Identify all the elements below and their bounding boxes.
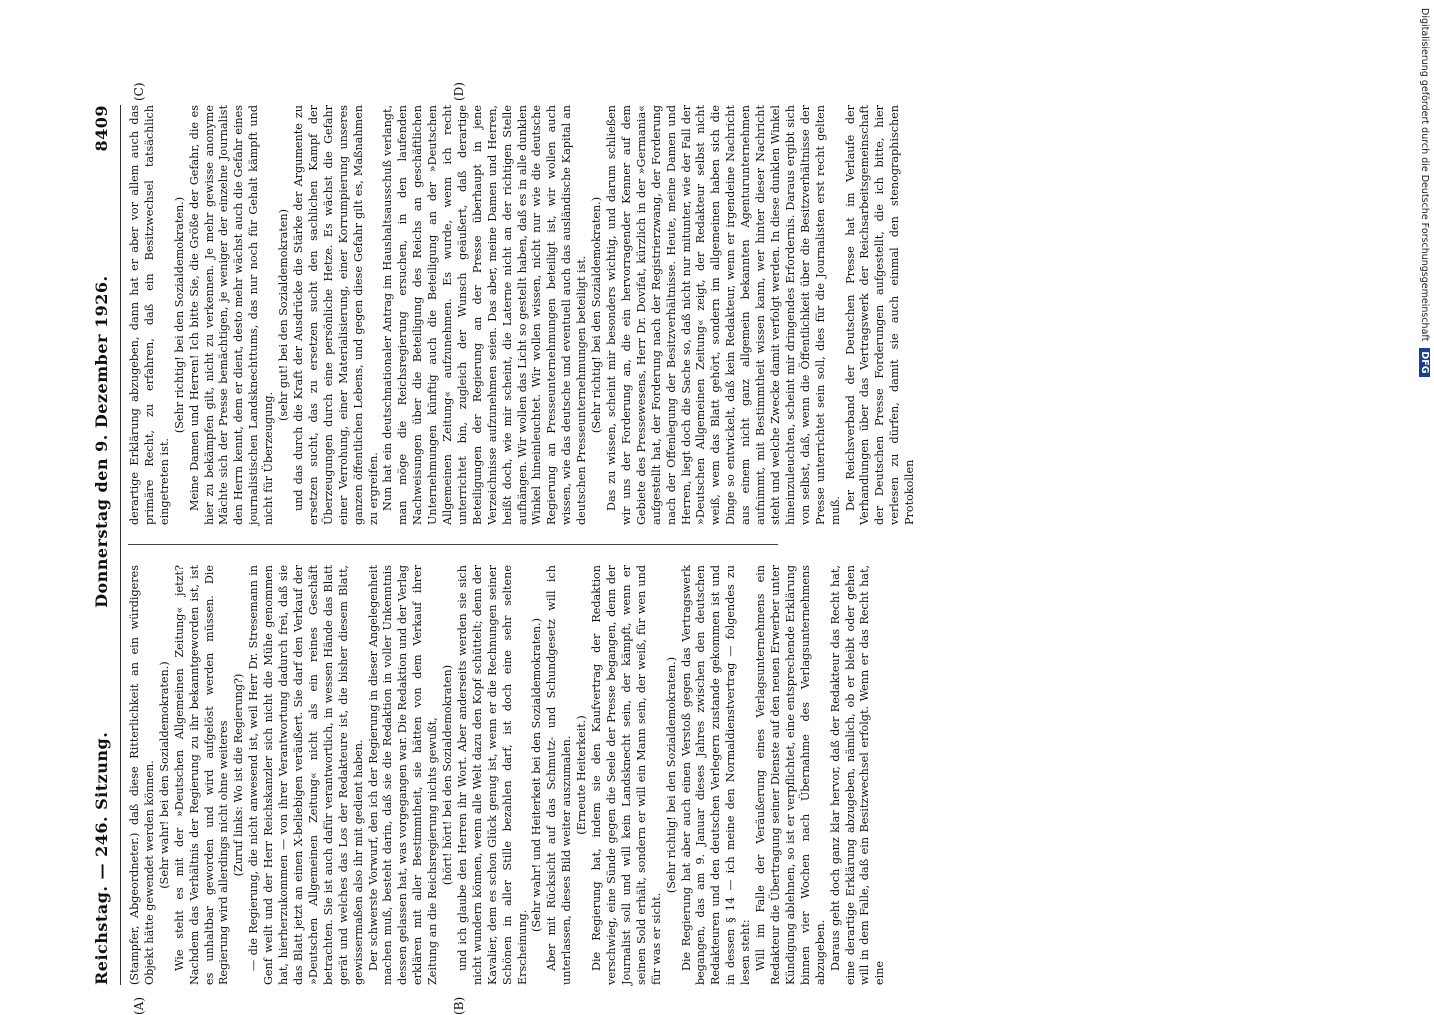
left-column — [128, 564, 887, 985]
interjection: (Sehr richtig! bei den Sozialdemokraten.) — [590, 196, 604, 434]
margin-mark-c: (C) — [132, 82, 146, 101]
digitization-credit — [1420, 8, 1430, 988]
paragraph: Das zu wissen, scheint mir besonders wichtig, und darum schließen wir uns der Forderung an, die ein hervorragender Kenner auf dem Gebiete des Pressewesens, Herr Dr. Dovifat, kürzlich in der »Germania« aufgestellt hat, der Forderung nach der Registrierzwang, der Forderung nach der Offenlegung der Besitzverhältnisse. Heute, meine Damen und Herren, liegt doch die Sache so, daß nicht nur mitunter, wie der Fall der »Deutschen Allgemeinen Zeitung« zeigt, der Redakteur selbst nicht weiß, wem das Blatt gehört, sondern im allgemeinen haben sich die Dinge so entwickelt, daß kein Redakteur, wenn er irgendeine Nachricht aus einem nicht ganz allgemein bekannten Agenturunternehmen aufnimmt, mit Bestimmtheit wissen kann, wer hinter dieser Nachricht steht und welche Zwecke damit verfolgt werden. In diese dunklen Winkel hineinzuleuchten, scheint mir dringendes Erfordernis. Daraus ergibt sich von selbst, daß, wenn die Öffentlichkeit über die Besitzverhältnisse der Presse unterrichtet sein soll, dies für die Journalisten erst recht gelten muß. — [605, 105, 842, 525]
interjection: (Sehr wahr! bei den Sozialdemokraten.) — [157, 661, 171, 889]
interjection: (Zuruf links: Wo ist die Regierung?) — [232, 673, 246, 877]
margin-mark-d: (D) — [452, 82, 466, 101]
interjection: (sehr gut! bei den Sozialdemokraten) — [277, 209, 291, 421]
right-column — [128, 105, 917, 525]
interjection: (hört! hört! bei den Sozialdemokraten) — [441, 664, 455, 886]
paragraph: und ich glaube den Herren ihr Wort. Aber anderseits werden sie sich nicht wundern können, wenn alle Welt dazu den Kopf schüttelt; denn der Kavalier, dem es schon Glück genug ist, wenn er die Rechnungen seiner Schönen in aller Stille bezahlen darf, ist doch eine sehr seltene Erscheinung. — [455, 565, 529, 985]
margin-mark-b: (B) — [452, 996, 466, 1015]
page-header — [92, 105, 121, 985]
dfg-logo: DFG — [1419, 348, 1430, 376]
paragraph: Nun hat ein deutschnationaler Antrag im Haushaltsausschuß verlangt, man möge die Reichsregierung ersuchen, in den laufenden Nachweisungen über die Beteiligung des Reichs an geschäftlichen Unternehmungen künftig auch die Beteiligung an der »Deutschen Allgemeinen Zeitung« aufzunehmen. Es wurde, wenn ich recht unterrichtet bin, zugleich der Wunsch geäußert, daß derartige Beteiligungen der Regierung an der Presse überhaupt in jene Verzeichnisse aufzunehmen seien. Das aber, meine Damen und Herren, heißt doch, wie mir scheint, die Laterne nicht an der richtigen Stelle aufhängen. Wir wollen das Licht so gestellt haben, daß es in alle dunklen Winkel hineinleuchtet. Wir wollen wissen, nicht nur wie die deutsche Regierung an Presseunternehmungen beteiligt ist, wir wollen auch wissen, wie das deutsche und eventuell auch das ausländische Kapital an deutschen Presseunternehmungen beteiligt ist. — [381, 105, 589, 525]
page-number: 8409 — [92, 105, 111, 152]
paragraph: Die Regierung hat, indem sie den Kaufvertrag der Redaktion verschwieg, eine Sünde gegen die Seele der Presse begangen, denn der Journalist soll und will kein Landsknecht sein, der kämpft, wenn er seinen Sold erhält, sondern er will ein Mann sein, der weiß, für wen und für was er sicht. — [590, 565, 663, 985]
paragraph: Will im Falle der Veräußerung eines Verlagsunternehmens ein Redakteur die Übertragung seiner Dienste auf den neuen Erwerber unter Kündigung ablehnen, so ist er verpflichtet, eine entsprechende Erklärung binnen vier Wochen nach Übernahme des Verlagsunternehmens abzugeben. — [754, 565, 827, 985]
paragraph: und das durch die Kraft der Ausdrücke die Stärke der Argumente zu ersetzen sucht, das zu ersetzen sucht den sachlichen Kampf der Überzeugungen durch eine persönliche Hetze. Es wächst die Gefahr einer Verrohung, einer Materialisierung, einer Korrumpierung unseres ganzen öffentlichen Lebens, und gegen diese Gefahr gilt es, Maßnahmen zu ergreifen. — [291, 105, 380, 525]
paragraph: Daraus geht doch ganz klar hervor, daß der Redakteur das Recht hat, eine derartige Erklärung abzugeben, nämlich, ob er bleibt oder gehen will in dem Falle, daß ein Besitzwechsel erfolgt. Wenn er das Recht hat, eine — [828, 565, 887, 985]
paragraph: — die Regierung, die nicht anwesend ist, weil Herr Dr. Stresemann in Genf weilt und der Herr Reichskanzler sich nicht die Mühe genommen hat, hierherzukommen — von ihrer Verantwortung dadurch frei, daß sie das Blatt jetzt an einen X-beliebigen veräußert. Sie darf den Verkauf der »Deutschen Allgemeinen Zeitung« nicht als ein reines Geschäft betrachten. Sie ist auch dafür verantwortlich, in wessen Hände das Blatt gerät und welches das Los der Redakteure ist, die bisher diesem Blatt, gewissermaßen also ihr mit gedient haben. — [247, 565, 365, 985]
header-session: Reichstag. — 246. Sitzung. — [92, 731, 111, 985]
header-date: Donnerstag den 9. Dezember 1926. — [92, 275, 111, 608]
paragraph: Meine Damen und Herren! Ich bitte Sie, die Größe der Gefahr, die es hier zu bekämpfen gilt, nicht zu verkennen. Je mehr gewisse anonyme Mächte sich der Presse bemächtigen, je weniger der einzelne Journalist den Herrn kennt, dem er dient, desto mehr wächst auch die Gefahr eines journalistischen Landsknechttums, das nur noch für Gehalt kämpft und nicht für Überzeugung. — [187, 105, 276, 525]
interjection: (Erneute Heiterkeit.) — [575, 715, 589, 835]
column-divider — [128, 544, 778, 545]
paragraph: Der Reichsverband der Deutschen Presse hat im Verlaufe der Verhandlungen über das Vertragswerk der Reichsarbeitsgemeinschaft der Deutschen Presse Forderungen aufgestellt, die ich bitte, hier verlesen zu dürfen, damit sie auch einmal den stenographischen Protokollen — [843, 105, 917, 525]
paragraph: (Stampfer, Abgeordneter.) daß diese Ritterlichkeit an ein würdigeres Objekt hätte gewendet werden können. — [128, 565, 156, 985]
interjection: (Sehr wahr! und Heiterkeit bei den Sozialdemokraten.) — [530, 618, 544, 932]
paragraph: derartige Erklärung abzugeben, dann hat er aber vor allem auch das primäre Recht, zu erfahren, daß ein Besitzwechsel tatsächlich eingetreten ist. — [128, 105, 171, 525]
paragraph: Der schwerste Vorwurf, den ich der Regierung in dieser Angelegenheit machen muß, besteht darin, daß sie die Redaktion in voller Unkenntnis dessen gelassen hat, was vorgegangen war. Die Redaktion und der Verlag erklären mit aller Bestimmtheit, sie hätten von dem Verkauf ihrer Zeitung an die Reichsregierung nichts gewußt, — [366, 564, 440, 985]
credit-text: Digitalisierung gefördert durch die Deutsche Forschungsgemeinschaft — [1419, 8, 1430, 342]
interjection: (Sehr richtig! bei den Sozialdemokraten.) — [172, 196, 186, 434]
interjection: (Sehr richtig! bei den Sozialdemokraten.) — [664, 656, 678, 894]
paragraph: Wie steht es mit der »Deutschen Allgemeinen Zeitung« jetzt? Nachdem das Verhältnis der Regierung zu ihr bekanntgeworden ist, ist es unhaltbar geworden und wird aufgelöst werden müssen. Die Regierung wird allerdings nicht ohne weiteres — [172, 565, 231, 985]
paragraph: Aber mit Rücksicht auf das Schmutz- und Schundgesetz will ich unterlassen, dieses Bild weiter auszumalen. — [545, 565, 574, 985]
rotated-page-content — [92, 82, 917, 1015]
paragraph: Die Regierung hat aber auch einen Verstoß gegen das Vertragswerk begangen, das am 9. Januar dieses Jahres zwischen den deutschen Redakteuren und den deutschen Verlegern zustande gekommen ist und in dessen § 14 — ich meine den Normaldienstvertrag — folgendes zu lesen steht: — [679, 565, 753, 985]
margin-mark-a: (A) — [132, 996, 146, 1015]
